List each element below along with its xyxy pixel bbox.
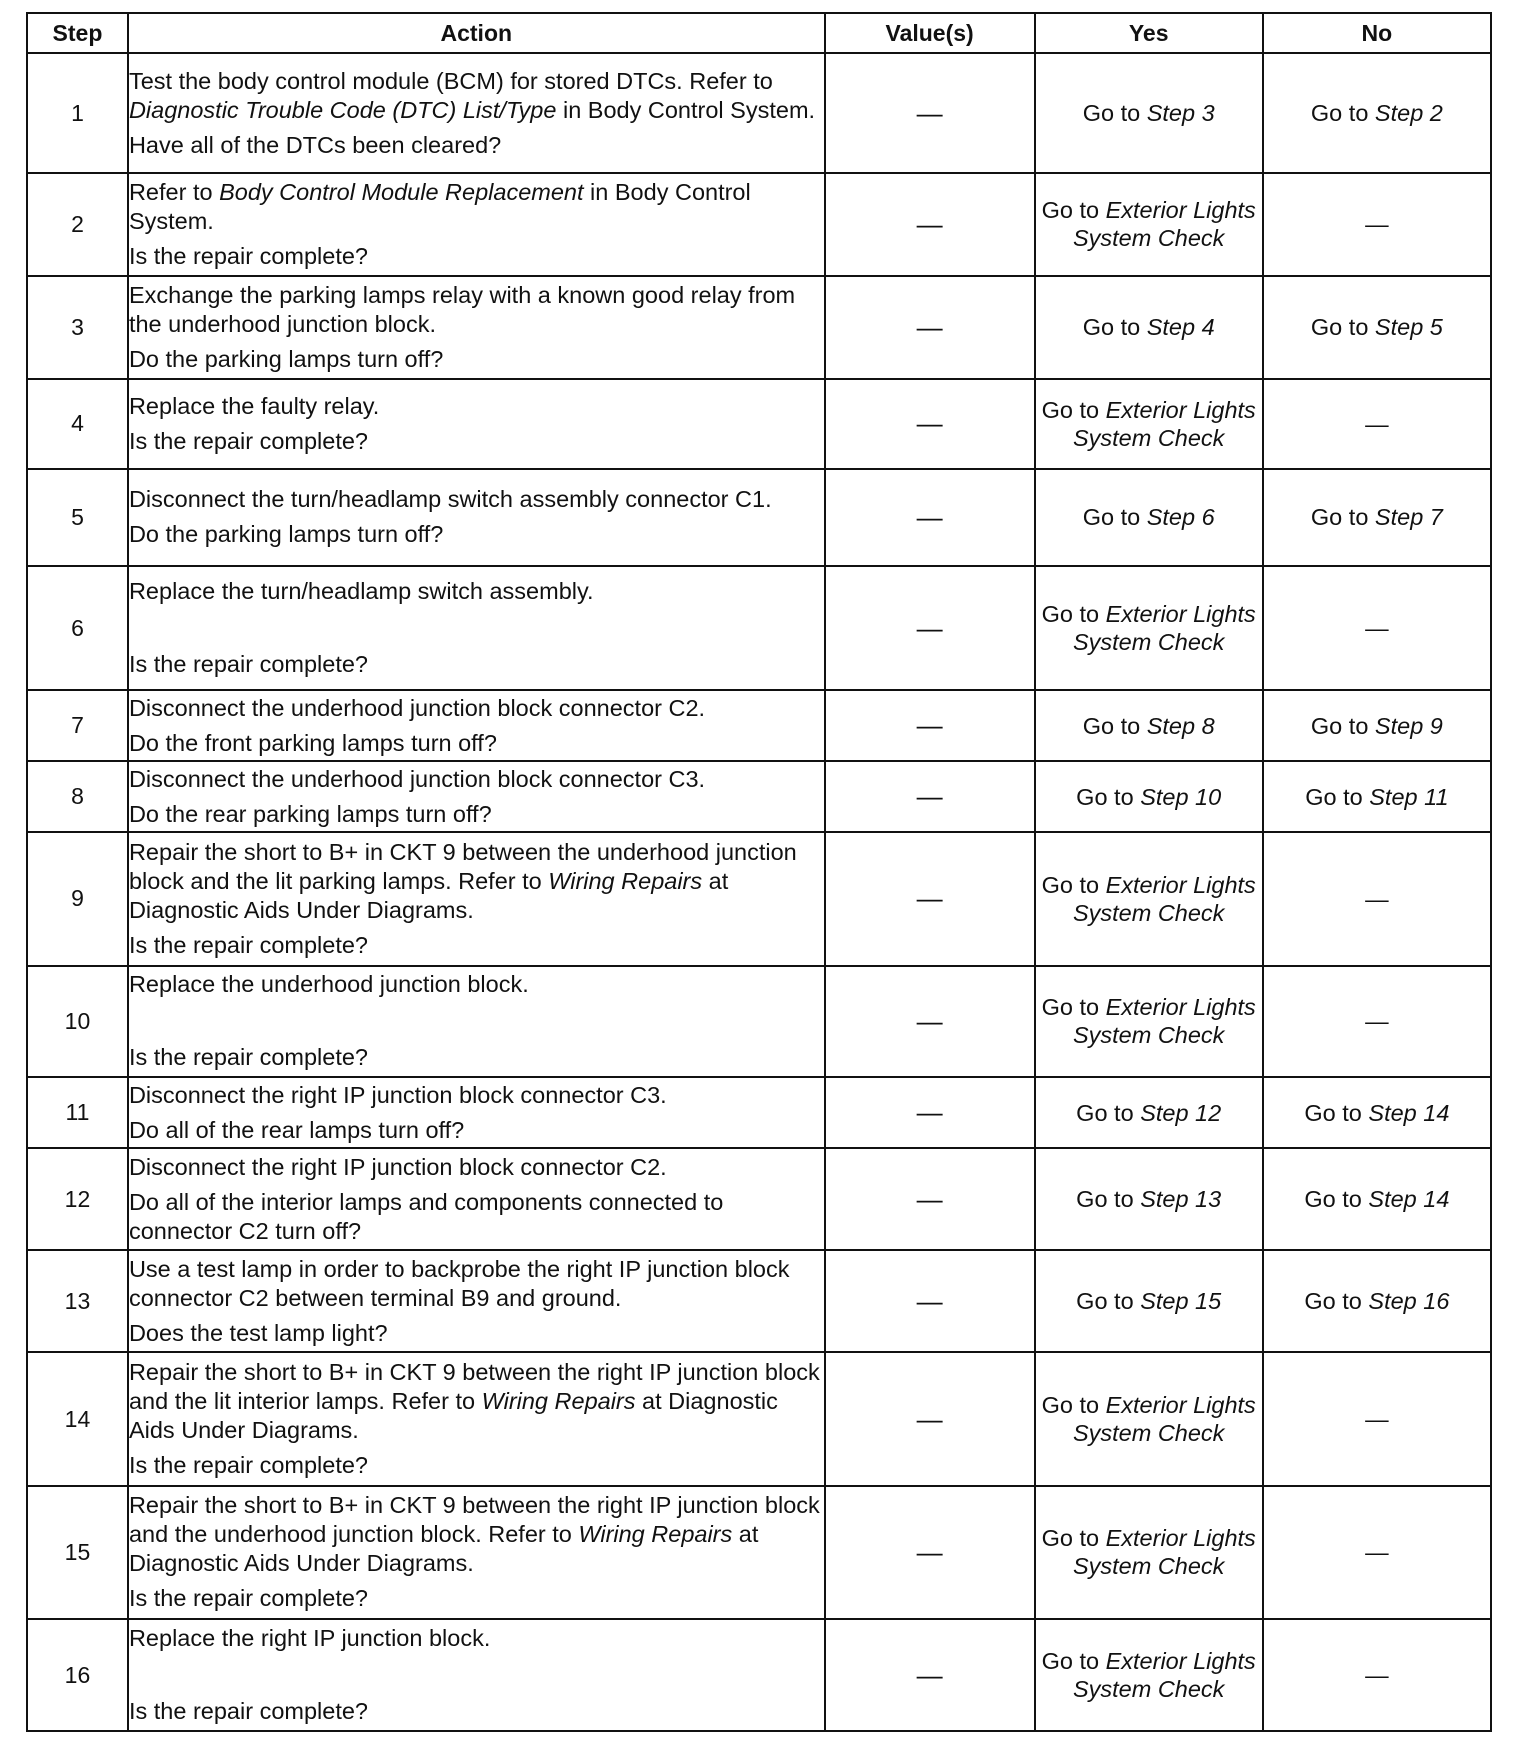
action-cell: [128, 1352, 825, 1485]
step-number: 3: [27, 276, 128, 379]
no-prefix: Go to: [1310, 100, 1375, 127]
step-number: 13: [27, 1250, 128, 1352]
action-question: Do all of the rear lamps turn off?: [128, 1116, 465, 1143]
action-cell: [128, 1486, 825, 1619]
action-spacer: [129, 1005, 824, 1039]
action-cell: [128, 379, 825, 469]
table-row: [27, 469, 1491, 566]
action-instruction: [129, 1081, 824, 1110]
action-text: Disconnect the right IP junction block connector C2.: [128, 1153, 667, 1180]
no-prefix: —: [1365, 1539, 1389, 1566]
action-instruction: [129, 1624, 824, 1653]
action-text: in Body Control System.: [556, 96, 816, 123]
action-question: Is the repair complete?: [128, 427, 368, 454]
action-cell: [128, 566, 825, 691]
table-row: [27, 1486, 1491, 1619]
action-instruction: [129, 1255, 824, 1313]
value-cell: —: [825, 761, 1035, 832]
action-cell: [128, 276, 825, 379]
action-text: Replace the faulty relay.: [128, 392, 380, 419]
action-cell: [128, 1250, 825, 1352]
action-text: Repair the short to B+ in CKT 9 between the underhood junction block and the lit parking lamps. Refer to: [128, 838, 797, 894]
action-cell: [128, 53, 825, 173]
yes-target: Step 10: [1140, 783, 1222, 810]
action-instruction: [129, 281, 824, 339]
table-row: [27, 966, 1491, 1078]
yes-prefix: Go to: [1041, 396, 1106, 423]
no-cell: [1263, 276, 1491, 379]
action-question: Is the repair complete?: [128, 1044, 368, 1071]
no-cell: [1263, 1077, 1491, 1148]
yes-cell: [1035, 1250, 1263, 1352]
table-row: [27, 1077, 1491, 1148]
value-cell: —: [825, 566, 1035, 691]
yes-cell: [1035, 53, 1263, 173]
action-question: Is the repair complete?: [128, 651, 368, 678]
action-text: Use a test lamp in order to backprobe the right IP junction block connector C2 between terminal B9 and ground.: [128, 1255, 790, 1311]
step-number: 12: [27, 1148, 128, 1250]
yes-cell: [1035, 566, 1263, 691]
value-cell: —: [825, 832, 1035, 965]
yes-prefix: Go to: [1082, 712, 1147, 739]
no-cell: [1263, 53, 1491, 173]
step-number: 6: [27, 566, 128, 691]
no-cell: [1263, 1250, 1491, 1352]
action-question: Do the parking lamps turn off?: [128, 521, 444, 548]
action-question: Do the parking lamps turn off?: [128, 345, 444, 372]
no-cell: [1263, 966, 1491, 1078]
yes-target: Step 3: [1146, 100, 1215, 127]
table-row: [27, 761, 1491, 832]
table-row: [27, 566, 1491, 691]
yes-prefix: Go to: [1041, 197, 1106, 224]
step-number: 11: [27, 1077, 128, 1148]
action-question: Does the test lamp light?: [128, 1319, 388, 1346]
action-question: Is the repair complete?: [128, 1698, 368, 1725]
yes-prefix: Go to: [1076, 1099, 1141, 1126]
table-row: [27, 832, 1491, 965]
action-text: Replace the underhood junction block.: [128, 971, 529, 998]
no-prefix: —: [1365, 615, 1389, 642]
yes-cell: [1035, 1619, 1263, 1731]
action-text: at Diagnostic Aids Under Diagrams.: [128, 867, 729, 923]
table-row: [27, 1619, 1491, 1731]
no-cell: [1263, 761, 1491, 832]
no-cell: [1263, 1352, 1491, 1485]
yes-cell: [1035, 1486, 1263, 1619]
yes-target: Step 13: [1140, 1186, 1222, 1213]
action-spacer: [129, 1659, 824, 1693]
action-reference: Body Control Module Replacement: [219, 178, 584, 205]
value-cell: —: [825, 379, 1035, 469]
yes-target: Step 8: [1146, 712, 1215, 739]
yes-cell: [1035, 1352, 1263, 1485]
yes-prefix: Go to: [1041, 994, 1106, 1021]
action-text: Exchange the parking lamps relay with a known good relay from the underhood junction block.: [128, 281, 796, 337]
table-row: [27, 1352, 1491, 1485]
no-cell: [1263, 379, 1491, 469]
action-question: Is the repair complete?: [128, 1585, 368, 1612]
step-number: 4: [27, 379, 128, 469]
header-step: Step: [27, 13, 128, 53]
no-cell: [1263, 173, 1491, 275]
no-target: Step 16: [1368, 1288, 1450, 1315]
action-instruction: [129, 1358, 824, 1445]
action-reference: Wiring Repairs: [481, 1388, 636, 1415]
table-row: [27, 1250, 1491, 1352]
step-number: 1: [27, 53, 128, 173]
yes-cell: [1035, 761, 1263, 832]
step-number: 8: [27, 761, 128, 832]
action-cell: [128, 690, 825, 761]
value-cell: —: [825, 1619, 1035, 1731]
action-text: in Body Control System.: [128, 178, 751, 234]
table-row: [27, 276, 1491, 379]
no-target: Step 14: [1368, 1186, 1450, 1213]
action-instruction: [129, 485, 824, 514]
value-cell: —: [825, 1148, 1035, 1250]
step-number: 14: [27, 1352, 128, 1485]
action-instruction: [129, 178, 824, 236]
yes-target: Exterior Lights System Check: [1072, 1648, 1256, 1703]
yes-prefix: Go to: [1082, 100, 1147, 127]
yes-cell: [1035, 966, 1263, 1078]
action-cell: [128, 966, 825, 1078]
no-cell: [1263, 832, 1491, 965]
action-text: Test the body control module (BCM) for stored DTCs. Refer to: [128, 67, 773, 94]
step-number: 16: [27, 1619, 128, 1731]
no-prefix: Go to: [1310, 712, 1375, 739]
yes-target: Step 15: [1140, 1288, 1222, 1315]
yes-cell: [1035, 832, 1263, 965]
yes-target: Step 12: [1140, 1099, 1222, 1126]
yes-cell: [1035, 1148, 1263, 1250]
step-number: 9: [27, 832, 128, 965]
value-cell: —: [825, 1250, 1035, 1352]
no-cell: [1263, 566, 1491, 691]
table-row: [27, 173, 1491, 275]
action-cell: [128, 173, 825, 275]
action-instruction: [129, 1153, 824, 1182]
value-cell: —: [825, 276, 1035, 379]
yes-target: Exterior Lights System Check: [1072, 1392, 1256, 1447]
action-text: Repair the short to B+ in CKT 9 between the right IP junction block and the lit interior lamps. Refer to: [128, 1359, 820, 1415]
action-text: Disconnect the underhood junction block connector C3.: [128, 765, 706, 792]
no-target: Step 14: [1368, 1099, 1450, 1126]
no-cell: [1263, 469, 1491, 566]
action-text: Disconnect the turn/headlamp switch assembly connector C1.: [128, 486, 772, 513]
no-target: Step 5: [1374, 314, 1443, 341]
action-cell: [128, 1619, 825, 1731]
header-row: [27, 13, 1491, 53]
value-cell: —: [825, 53, 1035, 173]
no-prefix: Go to: [1310, 504, 1375, 531]
action-text: Refer to: [128, 178, 220, 205]
yes-cell: [1035, 379, 1263, 469]
no-target: Step 2: [1374, 100, 1443, 127]
yes-target: Step 4: [1146, 314, 1215, 341]
no-prefix: —: [1365, 1406, 1389, 1433]
action-instruction: [129, 577, 824, 606]
yes-target: Exterior Lights System Check: [1072, 197, 1256, 252]
action-cell: [128, 469, 825, 566]
table-row: [27, 690, 1491, 761]
no-prefix: Go to: [1304, 1288, 1369, 1315]
yes-prefix: Go to: [1076, 1288, 1141, 1315]
yes-prefix: Go to: [1041, 871, 1106, 898]
action-question: Is the repair complete?: [128, 931, 368, 958]
action-text: Disconnect the right IP junction block connector C3.: [128, 1081, 667, 1108]
action-instruction: [129, 1491, 824, 1578]
yes-target: Step 6: [1146, 504, 1215, 531]
no-prefix: Go to: [1304, 1186, 1369, 1213]
no-prefix: —: [1365, 1008, 1389, 1035]
no-prefix: —: [1365, 211, 1389, 238]
action-reference: Diagnostic Trouble Code (DTC) List/Type: [128, 96, 557, 123]
action-instruction: [129, 67, 824, 125]
value-cell: —: [825, 690, 1035, 761]
action-question: Is the repair complete?: [128, 1452, 368, 1479]
value-cell: —: [825, 1352, 1035, 1485]
yes-prefix: Go to: [1041, 1392, 1106, 1419]
no-target: Step 9: [1374, 712, 1443, 739]
yes-prefix: Go to: [1076, 1186, 1141, 1213]
action-cell: [128, 832, 825, 965]
no-cell: [1263, 1148, 1491, 1250]
yes-cell: [1035, 173, 1263, 275]
action-spacer: [129, 612, 824, 646]
yes-prefix: Go to: [1082, 314, 1147, 341]
table-row: [27, 53, 1491, 173]
value-cell: —: [825, 1077, 1035, 1148]
value-cell: —: [825, 1486, 1035, 1619]
yes-target: Exterior Lights System Check: [1072, 871, 1256, 926]
yes-prefix: Go to: [1082, 504, 1147, 531]
action-text: Disconnect the underhood junction block connector C2.: [128, 694, 706, 721]
yes-prefix: Go to: [1041, 1648, 1106, 1675]
header-values: Value(s): [825, 13, 1035, 53]
no-prefix: Go to: [1304, 1099, 1369, 1126]
action-question: Do the front parking lamps turn off?: [128, 729, 497, 756]
action-reference: Wiring Repairs: [548, 867, 703, 894]
action-question: Do the rear parking lamps turn off?: [128, 800, 492, 827]
yes-cell: [1035, 690, 1263, 761]
yes-cell: [1035, 276, 1263, 379]
no-prefix: —: [1365, 410, 1389, 437]
no-target: Step 7: [1374, 504, 1443, 531]
yes-target: Exterior Lights System Check: [1072, 396, 1256, 451]
no-prefix: —: [1365, 885, 1389, 912]
yes-target: Exterior Lights System Check: [1072, 1525, 1256, 1580]
action-text: Replace the turn/headlamp switch assembly.: [128, 578, 594, 605]
action-cell: [128, 761, 825, 832]
yes-prefix: Go to: [1076, 783, 1141, 810]
yes-target: Exterior Lights System Check: [1072, 601, 1256, 656]
no-cell: [1263, 690, 1491, 761]
value-cell: —: [825, 173, 1035, 275]
action-instruction: [129, 838, 824, 925]
header-yes: Yes: [1035, 13, 1263, 53]
no-cell: [1263, 1486, 1491, 1619]
value-cell: —: [825, 469, 1035, 566]
action-text: Repair the short to B+ in CKT 9 between the right IP junction block and the underhood junction block. Refer to: [128, 1492, 820, 1548]
action-instruction: [129, 765, 824, 794]
action-text: at Diagnostic Aids Under Diagrams.: [128, 1521, 759, 1577]
no-prefix: —: [1365, 1662, 1389, 1689]
yes-cell: [1035, 469, 1263, 566]
no-target: Step 11: [1369, 783, 1449, 810]
yes-cell: [1035, 1077, 1263, 1148]
action-question: Is the repair complete?: [128, 242, 368, 269]
step-number: 10: [27, 966, 128, 1078]
action-question: Do all of the interior lamps and components connected to connector C2 turn off?: [128, 1188, 724, 1244]
action-instruction: [129, 970, 824, 999]
action-cell: [128, 1148, 825, 1250]
action-text: at Diagnostic Aids Under Diagrams.: [128, 1388, 778, 1444]
step-number: 2: [27, 173, 128, 275]
table-row: [27, 379, 1491, 469]
yes-target: Exterior Lights System Check: [1072, 994, 1256, 1049]
header-action: Action: [128, 13, 825, 53]
diagnostic-table: [26, 12, 1492, 1732]
action-instruction: [129, 694, 824, 723]
action-instruction: [129, 392, 824, 421]
step-number: 15: [27, 1486, 128, 1619]
action-reference: Wiring Repairs: [578, 1521, 733, 1548]
header-no: No: [1263, 13, 1491, 53]
no-prefix: Go to: [1310, 314, 1375, 341]
action-text: Replace the right IP junction block.: [128, 1625, 491, 1652]
action-cell: [128, 1077, 825, 1148]
table-row: [27, 1148, 1491, 1250]
no-prefix: Go to: [1305, 783, 1370, 810]
yes-prefix: Go to: [1041, 601, 1106, 628]
no-cell: [1263, 1619, 1491, 1731]
yes-prefix: Go to: [1041, 1525, 1106, 1552]
action-question: Have all of the DTCs been cleared?: [128, 131, 502, 158]
step-number: 7: [27, 690, 128, 761]
value-cell: —: [825, 966, 1035, 1078]
step-number: 5: [27, 469, 128, 566]
